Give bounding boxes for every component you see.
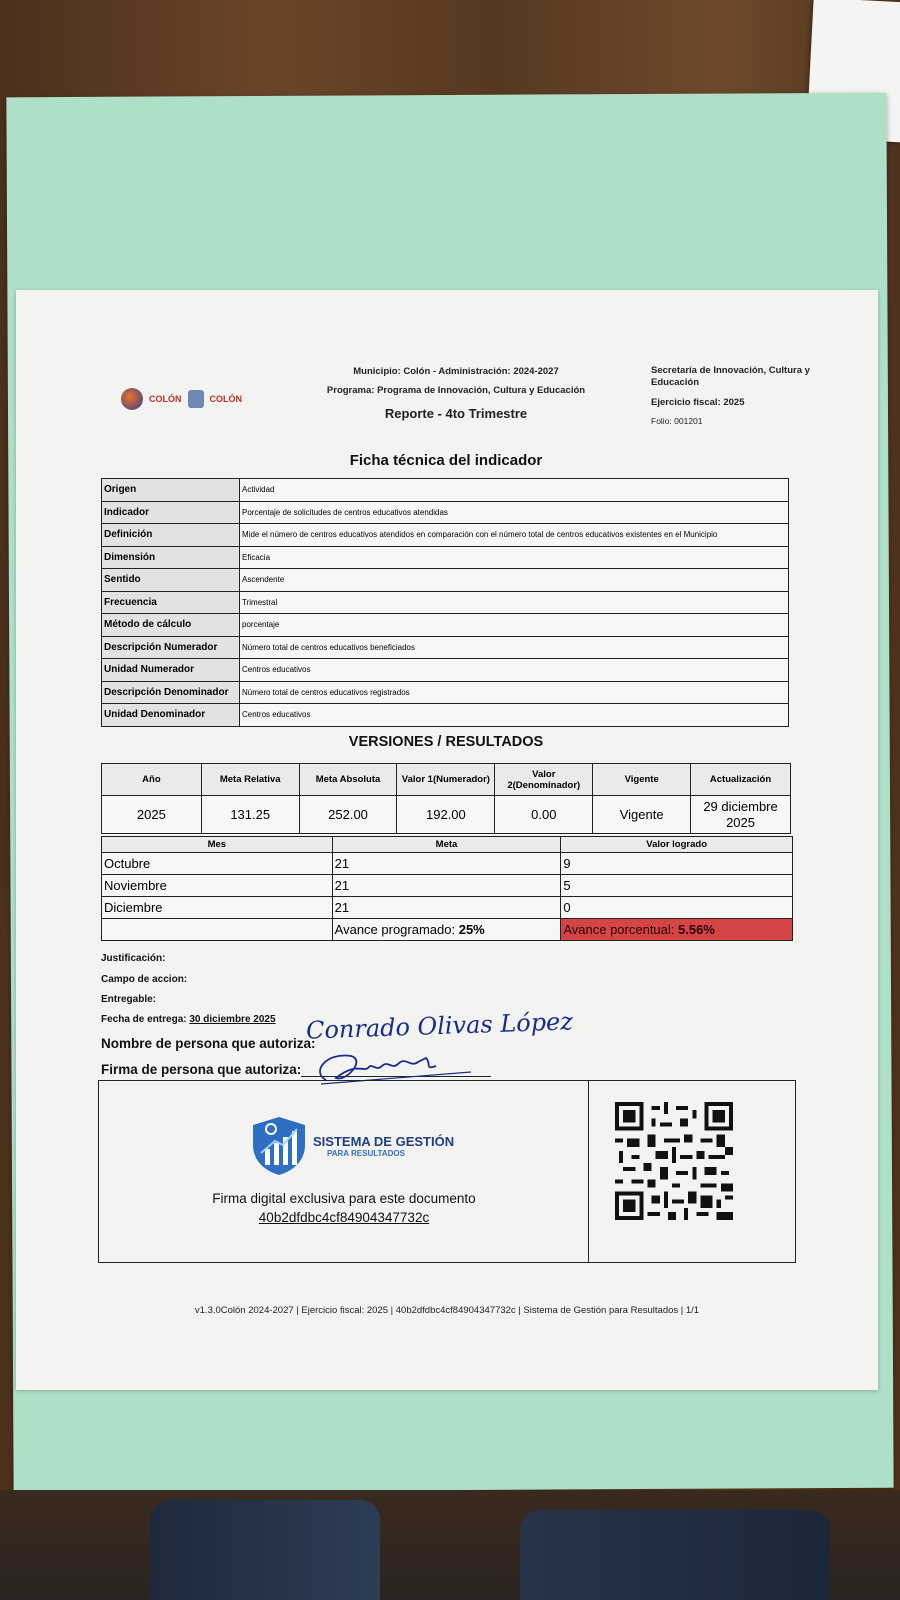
valor-cell: 9 [561,853,793,875]
seal-logo-icon [188,390,204,408]
avance-porcentual-value: 5.56% [678,922,715,937]
handwritten-name: Conrado Olivas López [305,1007,574,1045]
meta-cell: 21 [332,897,561,919]
meses-header-row [102,837,793,853]
value-valor-2: 0.00 [495,796,593,834]
avance-programado-value: 25% [458,922,485,937]
ficha-key: Frecuencia [102,591,240,614]
ficha-value: Eficacia [240,546,789,569]
ficha-key: Método de cálculo [102,614,240,637]
justificacion-label: Justificación: [101,953,166,964]
document-page [16,290,878,1390]
fecha-entrega-value: 30 diciembre 2025 [189,1014,276,1025]
value-meta-absoluta: 252.00 [299,796,397,834]
ficha-value: Mide el número de centros educativos atendidos en comparación con el número total de centros educativos existentes en el Municipio [240,524,789,547]
header-center [296,366,616,421]
entregable-label: Entregable: [101,994,157,1005]
firma-digital-right [589,1081,795,1262]
firma-digital-hash: 40b2dfdbc4cf84904347732c [258,1210,430,1225]
meses-table [101,836,793,941]
nombre-autoriza [101,1036,316,1051]
header-anio: Año [102,764,202,796]
table-row [102,681,789,704]
qr-code-icon [615,1102,733,1220]
logo-text-2: COLÓN [209,394,242,404]
person-leg-right [520,1510,830,1600]
versiones-table [101,763,791,834]
colon-logo-icon [121,388,143,410]
table-row [102,875,793,897]
ficha-value: Ascendente [240,569,789,592]
ficha-key: Unidad Denominador [102,704,240,727]
versiones-title: VERSIONES / RESULTADOS [348,734,544,750]
header-meta: Meta [332,837,561,853]
header-meta-relativa: Meta Relativa [201,764,299,796]
table-row [102,546,789,569]
fecha-entrega [101,1014,276,1025]
mes-cell: Diciembre [102,897,333,919]
sistema-gestion-text [313,1135,454,1158]
ficha-key: Dimensión [102,546,240,569]
firma-digital-box [98,1080,796,1263]
avance-porcentual-cell [561,919,793,941]
mes-cell: Noviembre [102,875,333,897]
firma-digital-text: Firma digital exclusiva para este documento [212,1191,476,1206]
header-mes: Mes [102,837,333,853]
ficha-value: Número total de centros educativos beneficiados [240,636,789,659]
valor-cell: 5 [561,875,793,897]
header-valor-logrado: Valor logrado [561,837,793,853]
header-meta-absoluta: Meta Absoluta [299,764,397,796]
ficha-key: Indicador [102,501,240,524]
table-row [102,704,789,727]
table-row [102,614,789,637]
shield-chart-icon [251,1115,307,1177]
avance-porcentual-label: Avance porcentual: [563,922,678,937]
ficha-value: Actividad [240,479,789,502]
valor-cell: 0 [561,897,793,919]
ficha-table [101,478,789,727]
ficha-value: Centros educativos [240,659,789,682]
value-actualizacion: 29 diciembre 2025 [691,796,791,834]
ficha-title: Ficha técnica del indicador [349,452,543,469]
ficha-key: Origen [102,479,240,502]
table-row [102,501,789,524]
fecha-entrega-label: Fecha de entrega: [101,1014,190,1025]
sistema-gestion-title: SISTEMA DE GESTIÓN [313,1133,455,1149]
value-vigente: Vigente [593,796,691,834]
ficha-key: Sentido [102,569,240,592]
ficha-value: Centros educativos [240,704,789,727]
folio-text: Folio: 001201 [651,416,703,426]
versiones-header-row [102,764,791,796]
value-valor-1: 192.00 [397,796,495,834]
ejercicio-text: Ejercicio fiscal: 2025 [651,397,745,408]
sistema-gestion-logo [251,1115,454,1177]
header-vigente: Vigente [593,764,691,796]
ficha-value: porcentaje [240,614,789,637]
table-row [102,479,789,502]
person-leg-left [150,1500,380,1600]
reporte-title: Reporte - 4to Trimestre [384,406,528,421]
value-anio: 2025 [102,796,202,834]
table-row [102,524,789,547]
header-right [651,365,821,426]
meta-cell: 21 [332,853,561,875]
empty-cell [102,919,333,941]
logo-text-1: COLÓN [149,394,182,404]
avance-row [102,919,793,941]
campo-accion-label: Campo de accion: [101,974,188,985]
ficha-value: Número total de centros educativos registrados [240,681,789,704]
nombre-autoriza-label: Nombre de persona que autoriza: [101,1036,316,1051]
ficha-value: Trimestral [240,591,789,614]
ficha-key: Definición [102,524,240,547]
table-row [102,591,789,614]
firma-digital-left [99,1081,589,1262]
secretaria-text: Secretaría de Innovación, Cultura y Educación [651,365,810,388]
municipio-text: Municipio: Colón - Administración: 2024-2027 [353,366,559,377]
value-meta-relativa: 131.25 [201,796,299,834]
meta-cell: 21 [332,875,561,897]
ficha-key: Descripción Numerador [102,636,240,659]
footer-text: v1.3.0Colón 2024-2027 | Ejercicio fiscal: 2025 | 40b2dfdbc4cf84904347732c | Sistema de Gestión para Resultados | 1/1 [194,1305,700,1316]
table-row [102,853,793,875]
ficha-key: Unidad Numerador [102,659,240,682]
ficha-key: Descripción Denominador [102,681,240,704]
ficha-value: Porcentaje de solicitudes de centros educativos atendidas [240,501,789,524]
table-row [102,659,789,682]
programa-text: Programa: Programa de Innovación, Cultura y Educación [326,385,586,396]
table-row [102,636,789,659]
header-actualizacion: Actualización [691,764,791,796]
header-valor-1: Valor 1(Numerador) [397,764,495,796]
mes-cell: Octubre [102,853,333,875]
table-row [102,569,789,592]
avance-programado-label: Avance programado: [334,922,459,937]
sistema-gestion-subtitle: PARA RESULTADOS [327,1148,405,1158]
header-valor-2: Valor 2(Denominador) [495,764,593,796]
header-logos [121,388,242,410]
table-row [102,897,793,919]
versiones-value-row [102,796,791,834]
firma-autoriza-label: Firma de persona que autoriza: [101,1062,302,1077]
avance-programado-cell [332,919,561,941]
